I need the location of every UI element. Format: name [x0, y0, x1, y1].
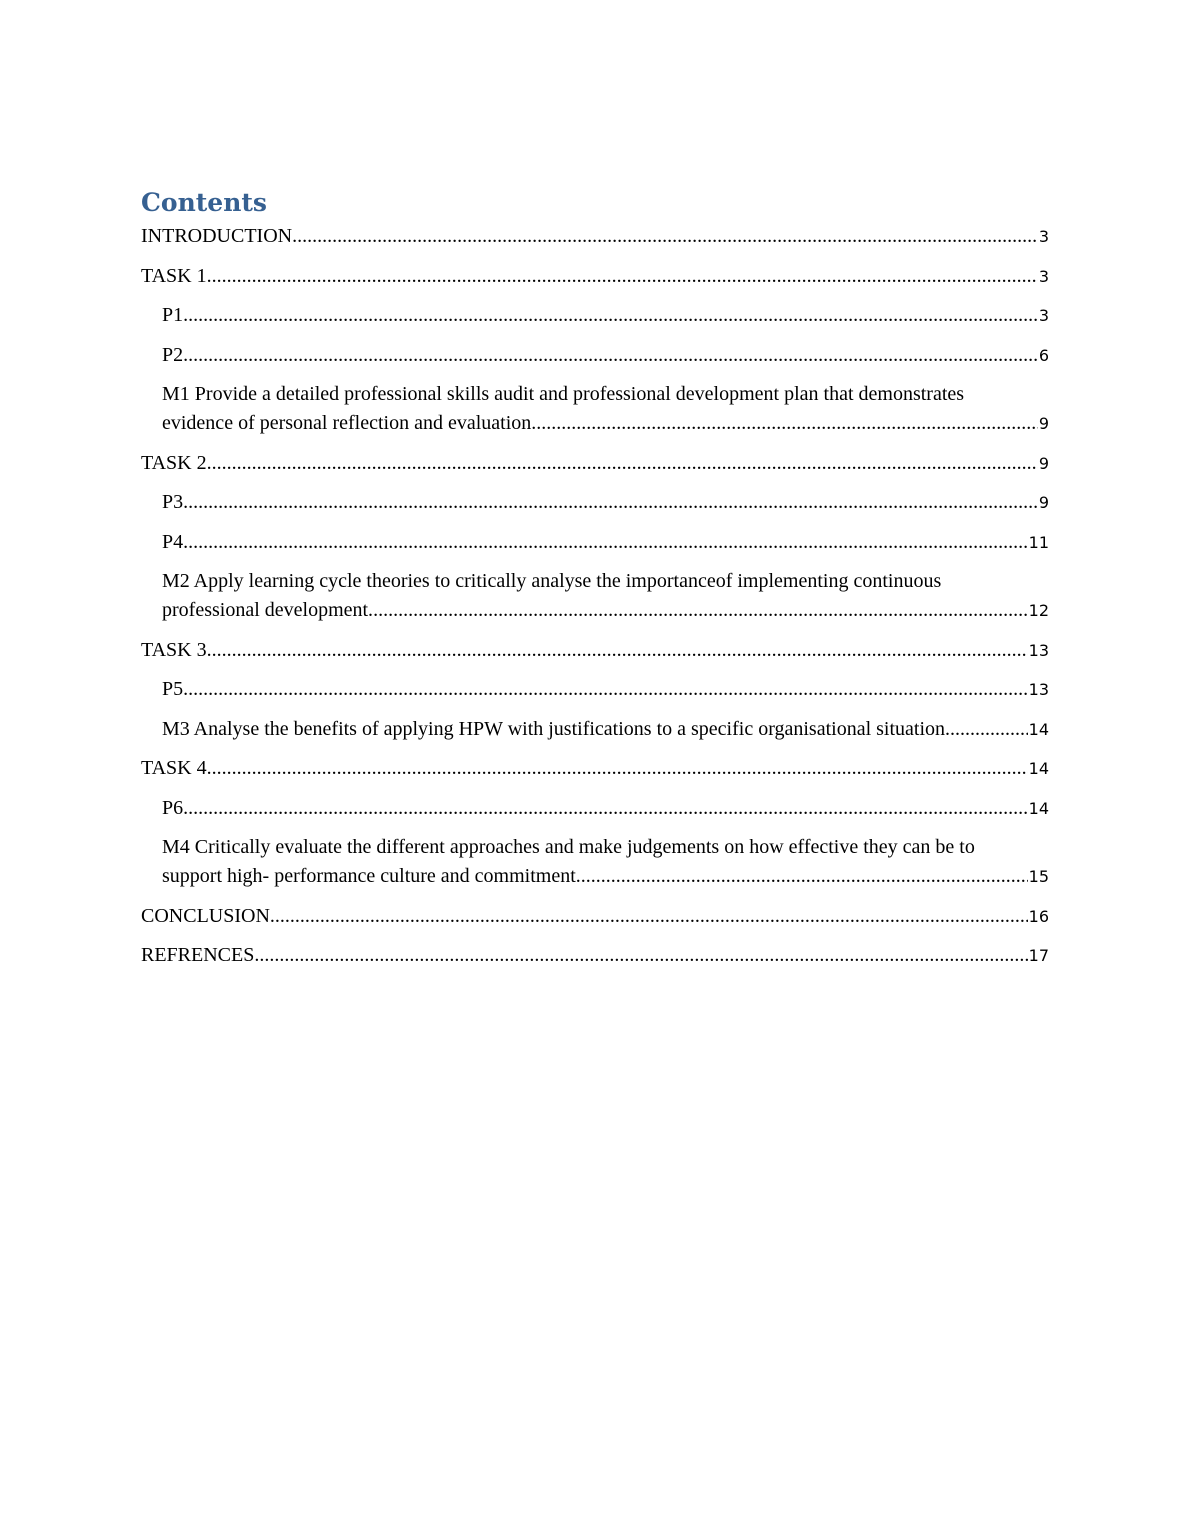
toc-page-number: 15	[1028, 867, 1049, 886]
toc-entry-label: professional development.	[162, 599, 374, 621]
toc-dot-leader	[207, 636, 1028, 665]
toc-page-number: 13	[1028, 640, 1049, 660]
toc-entry-label: TASK 2	[141, 451, 207, 474]
toc-entry-conclusion[interactable]	[141, 902, 1049, 931]
toc-entry-label: support high- performance culture and commitment.	[162, 865, 581, 887]
toc-entry-label: M3 Analyse the benefits of applying HPW with justifications to a specific organisational situation.	[162, 717, 951, 740]
toc-entry-label: P4	[162, 530, 184, 553]
toc-page-number: 14	[1028, 719, 1049, 739]
toc-entry-m4[interactable]	[141, 833, 1049, 891]
toc-page-number: 13	[1028, 680, 1049, 699]
toc-entry-label: P6	[162, 796, 184, 819]
toc-page-number: 6	[1038, 345, 1049, 365]
toc-entry-references[interactable]	[141, 941, 1049, 970]
toc-page-number: 14	[1028, 798, 1049, 818]
toc-entry-p4[interactable]	[141, 528, 1049, 557]
toc-dot-leader	[581, 862, 1028, 891]
toc-dot-leader	[254, 941, 1027, 970]
toc-page-number: 9	[1038, 414, 1049, 433]
toc-entry-task-1[interactable]	[141, 262, 1049, 291]
toc-entry-p5[interactable]	[141, 675, 1049, 704]
toc-entry-task-2[interactable]	[141, 449, 1049, 478]
toc-page-number: 12	[1028, 601, 1049, 620]
toc-entry-p1[interactable]	[141, 301, 1049, 330]
toc-dot-leader	[536, 409, 1038, 438]
toc-dot-leader	[950, 715, 1028, 744]
toc-entry-label-first-line: M2 Apply learning cycle theories to critically analyse the importanceof implementing continuous	[162, 570, 942, 592]
toc-dot-leader	[183, 301, 1038, 330]
toc-dot-leader	[207, 754, 1028, 783]
toc-title: Contents	[141, 188, 268, 217]
toc-page-number: 3	[1038, 266, 1049, 286]
toc-entry-label: evidence of personal reflection and evaluation.	[162, 412, 537, 434]
toc-entry-p6[interactable]	[141, 794, 1049, 823]
toc-entry-m1[interactable]	[141, 380, 1049, 438]
toc-entry-label: P2	[162, 343, 184, 366]
toc-dot-leader	[183, 341, 1038, 370]
toc-page-number: 16	[1028, 906, 1049, 926]
toc-dot-leader	[183, 675, 1028, 704]
toc-page-number: 9	[1038, 453, 1049, 473]
toc-page-number: 3	[1038, 227, 1049, 246]
toc-entry-m2[interactable]	[141, 567, 1049, 625]
toc-entry-label: P3	[162, 491, 184, 513]
toc-entry-label: TASK 1	[141, 264, 207, 287]
toc-entry-task-3[interactable]	[141, 636, 1049, 665]
toc-entry-introduction[interactable]	[141, 222, 1049, 251]
toc-entry-label: TASK 3	[141, 638, 207, 661]
toc-entry-p2[interactable]	[141, 341, 1049, 370]
toc-dot-leader	[292, 222, 1038, 251]
toc-dot-leader	[207, 449, 1038, 478]
toc-entry-label-first-line: M4 Critically evaluate the different approaches and make judgements on how effective they can be to	[162, 836, 975, 858]
toc-entry-label: REFRENCES	[141, 944, 255, 966]
toc-entry-label-first-line: M1 Provide a detailed professional skills audit and professional development plan that demonstrates	[162, 383, 965, 405]
toc-page-number: 11	[1028, 532, 1049, 552]
toc-dot-leader	[183, 488, 1038, 517]
toc-page	[141, 186, 1049, 981]
toc-entry-label: CONCLUSION	[141, 904, 270, 927]
toc-dot-leader	[270, 902, 1028, 931]
toc-page-number: 9	[1038, 493, 1049, 512]
toc-page-number: 17	[1028, 946, 1049, 965]
toc-dot-leader	[373, 596, 1028, 625]
toc-entry-p3[interactable]	[141, 488, 1049, 517]
toc-entry-label: P5	[162, 678, 184, 700]
toc-page-number: 14	[1028, 759, 1049, 778]
toc-page-number: 3	[1038, 306, 1049, 325]
toc-entry-label: TASK 4	[141, 757, 207, 779]
toc-entry-label: INTRODUCTION	[141, 225, 293, 247]
toc-list	[141, 222, 1049, 970]
toc-dot-leader	[183, 794, 1028, 823]
toc-entry-task-4[interactable]	[141, 754, 1049, 783]
toc-dot-leader	[207, 262, 1038, 291]
toc-entry-label: P1	[162, 304, 184, 326]
toc-dot-leader	[183, 528, 1028, 557]
toc-entry-m3[interactable]	[141, 715, 1049, 744]
